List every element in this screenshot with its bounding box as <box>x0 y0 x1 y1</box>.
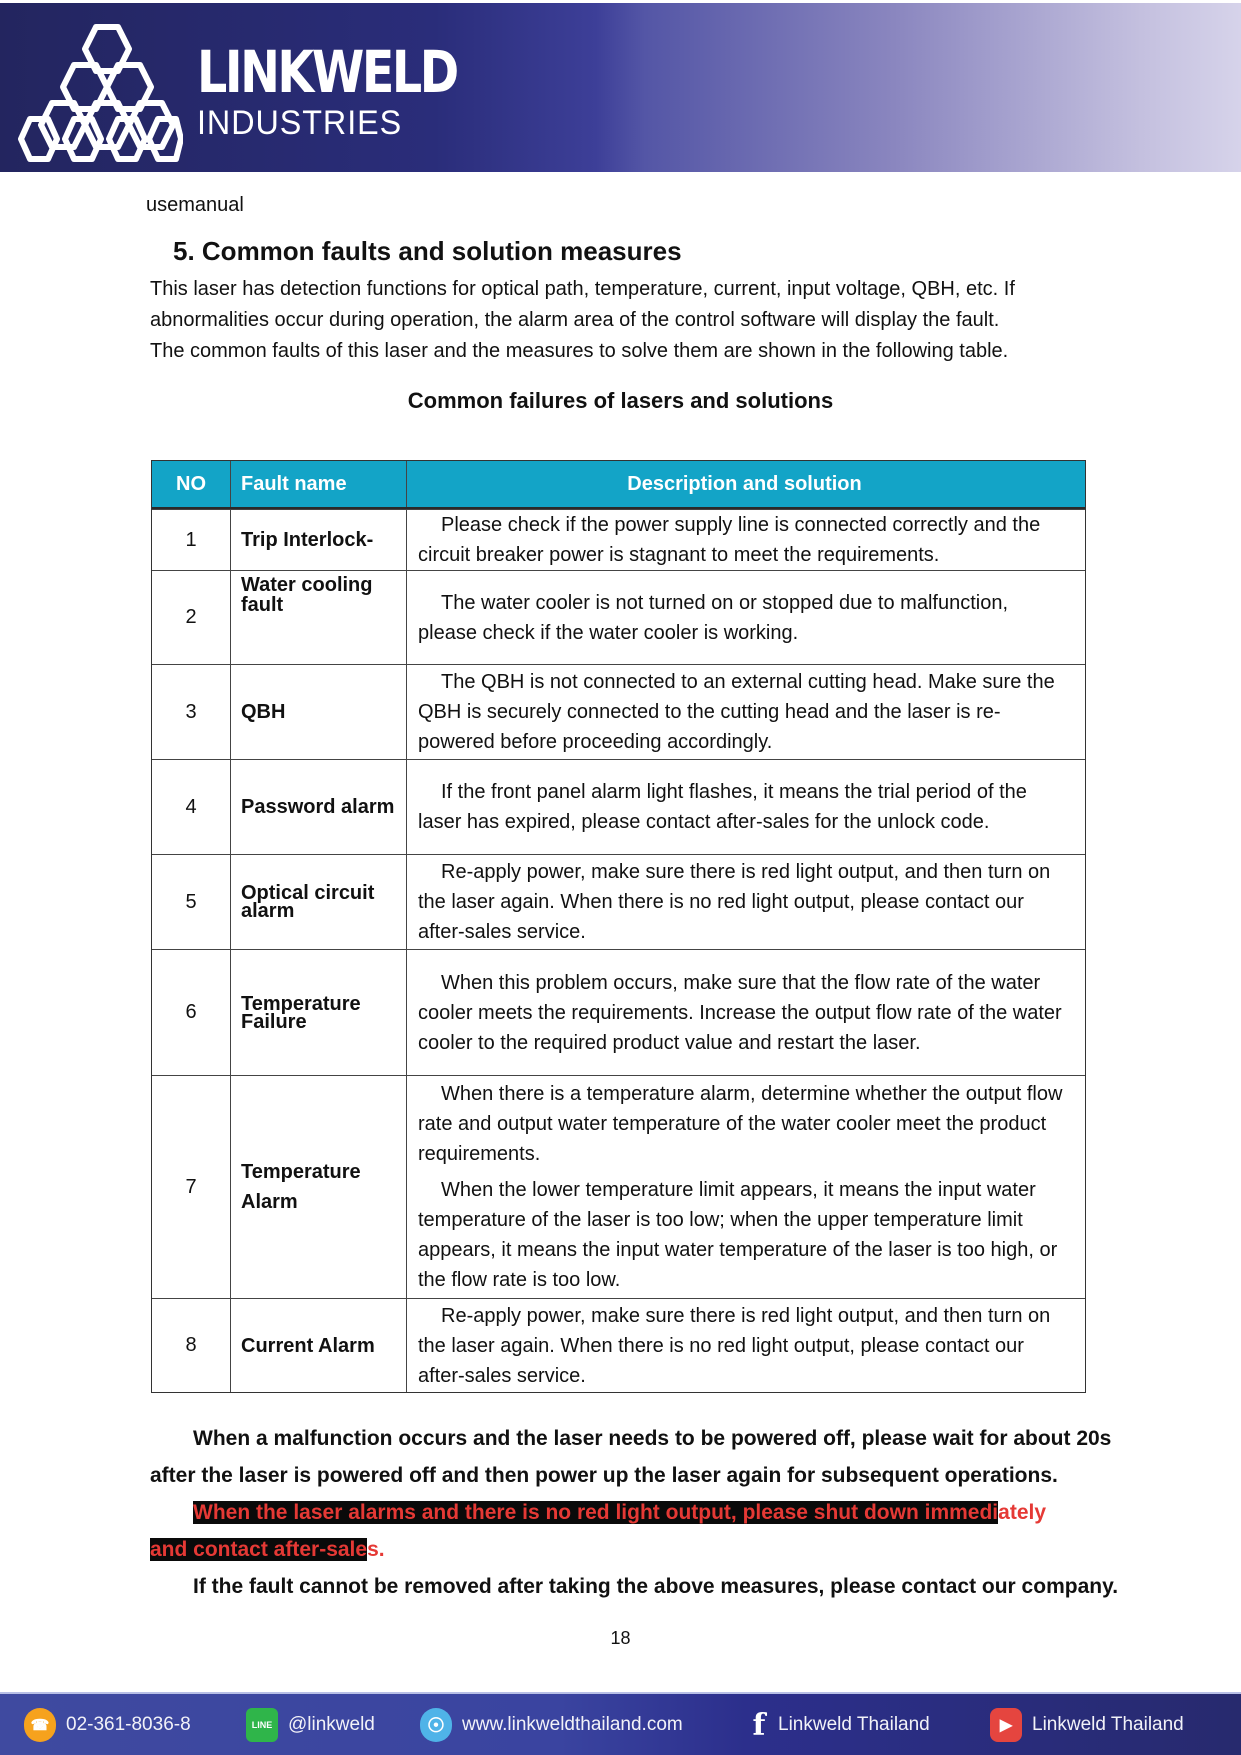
intro-line: abnormalities occur during operation, the alarm area of the control software will display the fault. <box>150 309 1000 331</box>
intro-line: This laser has detection functions for optical path, temperature, current, input voltage, QBH, etc. If <box>150 278 1015 300</box>
table-row <box>152 949 1085 1075</box>
footer-website-label: www.linkweldthailand.com <box>462 1714 683 1735</box>
column-header-no: NO <box>176 472 206 495</box>
description-paragraph: Re-apply power, make sure there is red light output, and then turn on the laser again. When there is no red light output, please contact our after-sales service. <box>418 861 1051 943</box>
power-off-note-line: after the laser is powered off and then power up the laser again for subsequent operations. <box>150 1464 1058 1487</box>
table-row <box>152 1298 1085 1392</box>
footer-phone[interactable] <box>24 1708 191 1742</box>
phone-icon: ☎ <box>24 1708 56 1742</box>
line-icon: LINE <box>246 1708 278 1742</box>
contact-note: If the fault cannot be removed after taking the above measures, please contact our company. <box>193 1575 1119 1598</box>
fault-description <box>406 950 1085 1075</box>
facebook-icon: f <box>752 1707 766 1743</box>
fault-description <box>406 571 1085 664</box>
footer-line-label: @linkweld <box>288 1714 375 1735</box>
description-paragraph: Please check if the power supply line is connected correctly and the circuit breaker power is stagnant to meet the requirements. <box>418 514 1041 566</box>
fault-name: Temperature Alarm <box>230 1076 406 1298</box>
fault-name: Temperature Failure <box>230 950 406 1075</box>
fault-description <box>406 665 1085 759</box>
fault-description <box>406 855 1085 949</box>
warning-line <box>150 1494 1150 1531</box>
row-number: 3 <box>185 700 197 723</box>
notes-section <box>150 1420 1150 1605</box>
warning-highlight: and contact after-sale <box>150 1538 368 1561</box>
fault-name: QBH <box>230 665 406 759</box>
fault-name: Trip Interlock- <box>230 510 406 570</box>
fault-name: Optical circuit alarm <box>230 855 406 949</box>
footer-youtube-label: Linkweld Thailand <box>1032 1714 1184 1735</box>
youtube-icon: ▶ <box>990 1708 1022 1742</box>
warning-highlight: When the laser alarms and there is no red light output, please shut down immedi <box>193 1501 999 1524</box>
description-paragraph: The water cooler is not turned on or stopped due to malfunction, please check if the water cooler is working. <box>418 591 1009 644</box>
row-number: 6 <box>185 1001 197 1023</box>
section-heading: 5. Common faults and solution measures <box>173 236 682 266</box>
column-header-description <box>406 461 1085 507</box>
row-number: 1 <box>185 528 197 551</box>
fault-description <box>406 760 1085 854</box>
warning-line <box>150 1531 1150 1568</box>
row-number: 4 <box>185 795 197 818</box>
footer-facebook[interactable] <box>750 1708 930 1742</box>
intro-paragraph <box>150 274 1140 367</box>
fault-description <box>406 510 1085 570</box>
table-row <box>152 570 1085 664</box>
description-paragraph: If the front panel alarm light flashes, it means the trial period of the laser has expired, please contact after-sales for the unlock code. <box>418 781 1027 833</box>
fault-description <box>406 1299 1085 1392</box>
table-row <box>152 1075 1085 1298</box>
description-paragraph: When there is a temperature alarm, determine whether the output flow rate and output water temperature of the water cooler meet the product requirements. <box>418 1083 1063 1165</box>
table-row <box>152 854 1085 949</box>
row-number: 7 <box>185 1175 197 1198</box>
description-paragraph: When the lower temperature limit appears, it means the input water temperature of the laser is too low; when the upper temperature limit appears, it means the input water temperature of the laser is too high, or the flow rate is too low. <box>418 1179 1058 1291</box>
table-row <box>152 509 1085 570</box>
column-header-description-label: Description and solution <box>627 473 862 495</box>
fault-name: Password alarm <box>230 760 406 854</box>
table-row <box>152 664 1085 759</box>
page-number: 18 <box>610 1628 631 1648</box>
faults-table <box>151 460 1086 1393</box>
table-title: Common failures of lasers and solutions <box>407 388 834 413</box>
intro-line: The common faults of this laser and the measures to solve them are shown in the following table. <box>150 340 1009 362</box>
row-number: 8 <box>185 1334 197 1356</box>
column-header-fault-name: Fault name <box>230 461 406 507</box>
globe-icon: ☉ <box>420 1708 452 1742</box>
fault-name: Current Alarm <box>230 1299 406 1392</box>
fault-name: Water cooling fault <box>230 571 406 664</box>
page-footer <box>0 1692 1241 1755</box>
brand-subtitle: INDUSTRIES <box>197 104 403 142</box>
fault-description <box>406 1076 1085 1298</box>
footer-line[interactable] <box>246 1708 375 1742</box>
description-paragraph: When this problem occurs, make sure that the flow rate of the water cooler meets the requirements. Increase the output flow rate of the water cooler to the required product value and restart the laser. <box>418 971 1062 1054</box>
footer-phone-label: 02-361-8036-8 <box>66 1714 191 1735</box>
cube-triangle-logo-icon <box>18 21 183 163</box>
footer-website[interactable] <box>420 1708 683 1742</box>
row-number: 2 <box>185 606 197 628</box>
page-header <box>0 3 1241 172</box>
warning-text: ately <box>998 1501 1047 1524</box>
description-paragraph: The QBH is not connected to an external cutting head. Make sure the QBH is securely connected to the cutting head and the laser is re-powered before proceeding accordingly. <box>418 671 1055 753</box>
document-label: usemanual <box>146 194 244 216</box>
table-row <box>152 759 1085 854</box>
power-off-note-line: When a malfunction occurs and the laser needs to be powered off, please wait for about 20s <box>193 1427 1112 1450</box>
table-header-row <box>152 461 1085 509</box>
brand-name: LINKWELD <box>197 38 457 106</box>
warning-text: s. <box>367 1538 385 1561</box>
description-paragraph: Re-apply power, make sure there is red light output, and then turn on the laser again. When there is no red light output, please contact our after-sales service. <box>418 1304 1051 1387</box>
row-number: 5 <box>185 890 197 913</box>
footer-youtube[interactable] <box>990 1708 1184 1742</box>
footer-facebook-label: Linkweld Thailand <box>778 1714 930 1735</box>
